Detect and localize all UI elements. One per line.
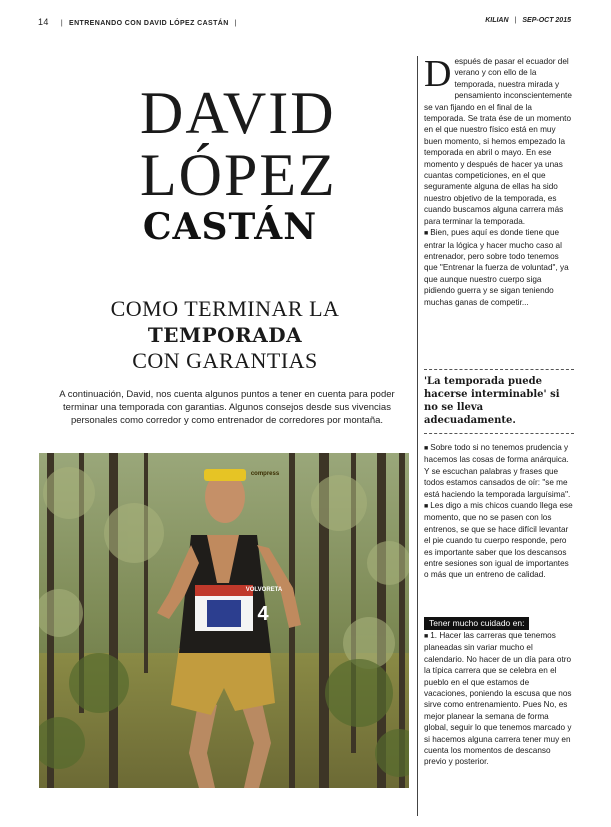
pull-quote-text: 'La temporada puede hacerse interminable' si no se lleva adecuadamente. bbox=[424, 376, 560, 426]
magazine-name: KILIAN bbox=[485, 17, 509, 24]
bib-number: 4 bbox=[257, 603, 269, 625]
runner-photo-illustration bbox=[39, 453, 409, 788]
paragraph-2: ■ Bien, pues aquí es donde tiene que entrar la lógica y hacer mucho caso al entrenador, pero sobre todo tenemos que "Entrenar la fuerza de voluntad", ya que aunque nuestro cuerpo siga pidiendo guerra y se sigan teniendo muchas ganas de competir... bbox=[424, 228, 569, 307]
page-number: 14 bbox=[38, 17, 49, 27]
bib-sponsor: VOLVORETA bbox=[245, 587, 283, 593]
header-left bbox=[38, 17, 243, 27]
article-title bbox=[140, 80, 337, 248]
bullet-square-icon: ■ bbox=[424, 445, 429, 452]
paragraph-3: ■ Sobre todo si no tenemos prudencia y hacemos las cosas de forma anárquica. Y se escuchan palabras y frases que todos estamos cansados de oír: "se me está haciendo la temporada larguísima". bbox=[424, 443, 571, 499]
article-column-middle bbox=[424, 442, 574, 581]
paragraph-4: ■ Les digo a mis chicos cuando llega ese momento, que no se pasen con los entrenos, se que se hace difícil levantar el pie cuando tu cuerpo responde, pero es importante saber que los descansos entre sesiones son igual de importantes o más que un entreno de calidad. bbox=[424, 501, 573, 580]
bullet-square-icon: ■ bbox=[424, 230, 429, 238]
intro-paragraph: A continuación, David, nos cuenta algunos puntos a tener en cuenta para poder terminar una temporada con garantias. Algunos consejos desde sus vivencias personales como corredor y como entrenador de corredores por montaña. bbox=[59, 389, 395, 426]
bullet-square-icon: ■ bbox=[424, 633, 429, 640]
drop-cap: D bbox=[424, 53, 452, 95]
paragraph-5: ■ 1. Hacer las carreras que tenemos planeadas sin variar mucho el calendario. No hacer de un día para otro la típica carrera que se celebra en el pueblo en el que estamos de vacaciones, poniendo la escusa que nos sirve como entrenamiento. Pues No, es mejor planear la semana de forma global, seguir lo que tenemos marcado y si hacemos alguna carrera tener muy en cuenta los momentos de descanso previo y posterior. bbox=[424, 631, 572, 767]
header-divider: | bbox=[514, 17, 517, 24]
runner-photo bbox=[39, 453, 409, 788]
article-column-top bbox=[424, 53, 574, 308]
subtitle-line-2: TEMPORADA bbox=[147, 323, 303, 347]
care-label: Tener mucho cuidado en: bbox=[424, 617, 529, 630]
column-divider bbox=[417, 56, 418, 816]
article-column-bottom bbox=[424, 630, 574, 768]
title-line-2: LÓPEZ bbox=[140, 142, 337, 208]
page-header bbox=[0, 0, 611, 40]
header-divider: | bbox=[234, 20, 237, 27]
article-subtitle bbox=[90, 296, 360, 374]
title-line-1: DAVID bbox=[140, 80, 336, 146]
subtitle-line-1: COMO TERMINAR LA bbox=[110, 296, 340, 321]
header-divider: | bbox=[60, 20, 64, 27]
section-title: ENTRENANDO CON DAVID LÓPEZ CASTÁN bbox=[69, 20, 229, 27]
headband-brand: compress bbox=[250, 471, 280, 477]
title-line-3: CASTÁN bbox=[142, 206, 318, 248]
header-right bbox=[485, 17, 571, 24]
issue-date: SEP-OCT 2015 bbox=[522, 17, 571, 24]
bullet-square-icon: ■ bbox=[424, 503, 429, 511]
paragraph-1: Después de pasar el ecuador del verano y con ello de la temporada, nuestra mirada y pensamiento inconscientemente se van fijando en el final de la temporada. Se trata ése de un momento en el que nuestro físico está en muy buen momento, si hemos empezado la temporada en abril o mayo. En ese momento y después de hacer ya unas cuantas competiciones, en el que seguramente alguna de ellas ha sido nuestro objetivo de la temporada, es cuando buscamos alguna carrera más para terminar la temporada. bbox=[424, 53, 572, 226]
subtitle-line-3: CON GARANTIAS bbox=[132, 348, 318, 373]
pull-quote bbox=[424, 369, 574, 434]
